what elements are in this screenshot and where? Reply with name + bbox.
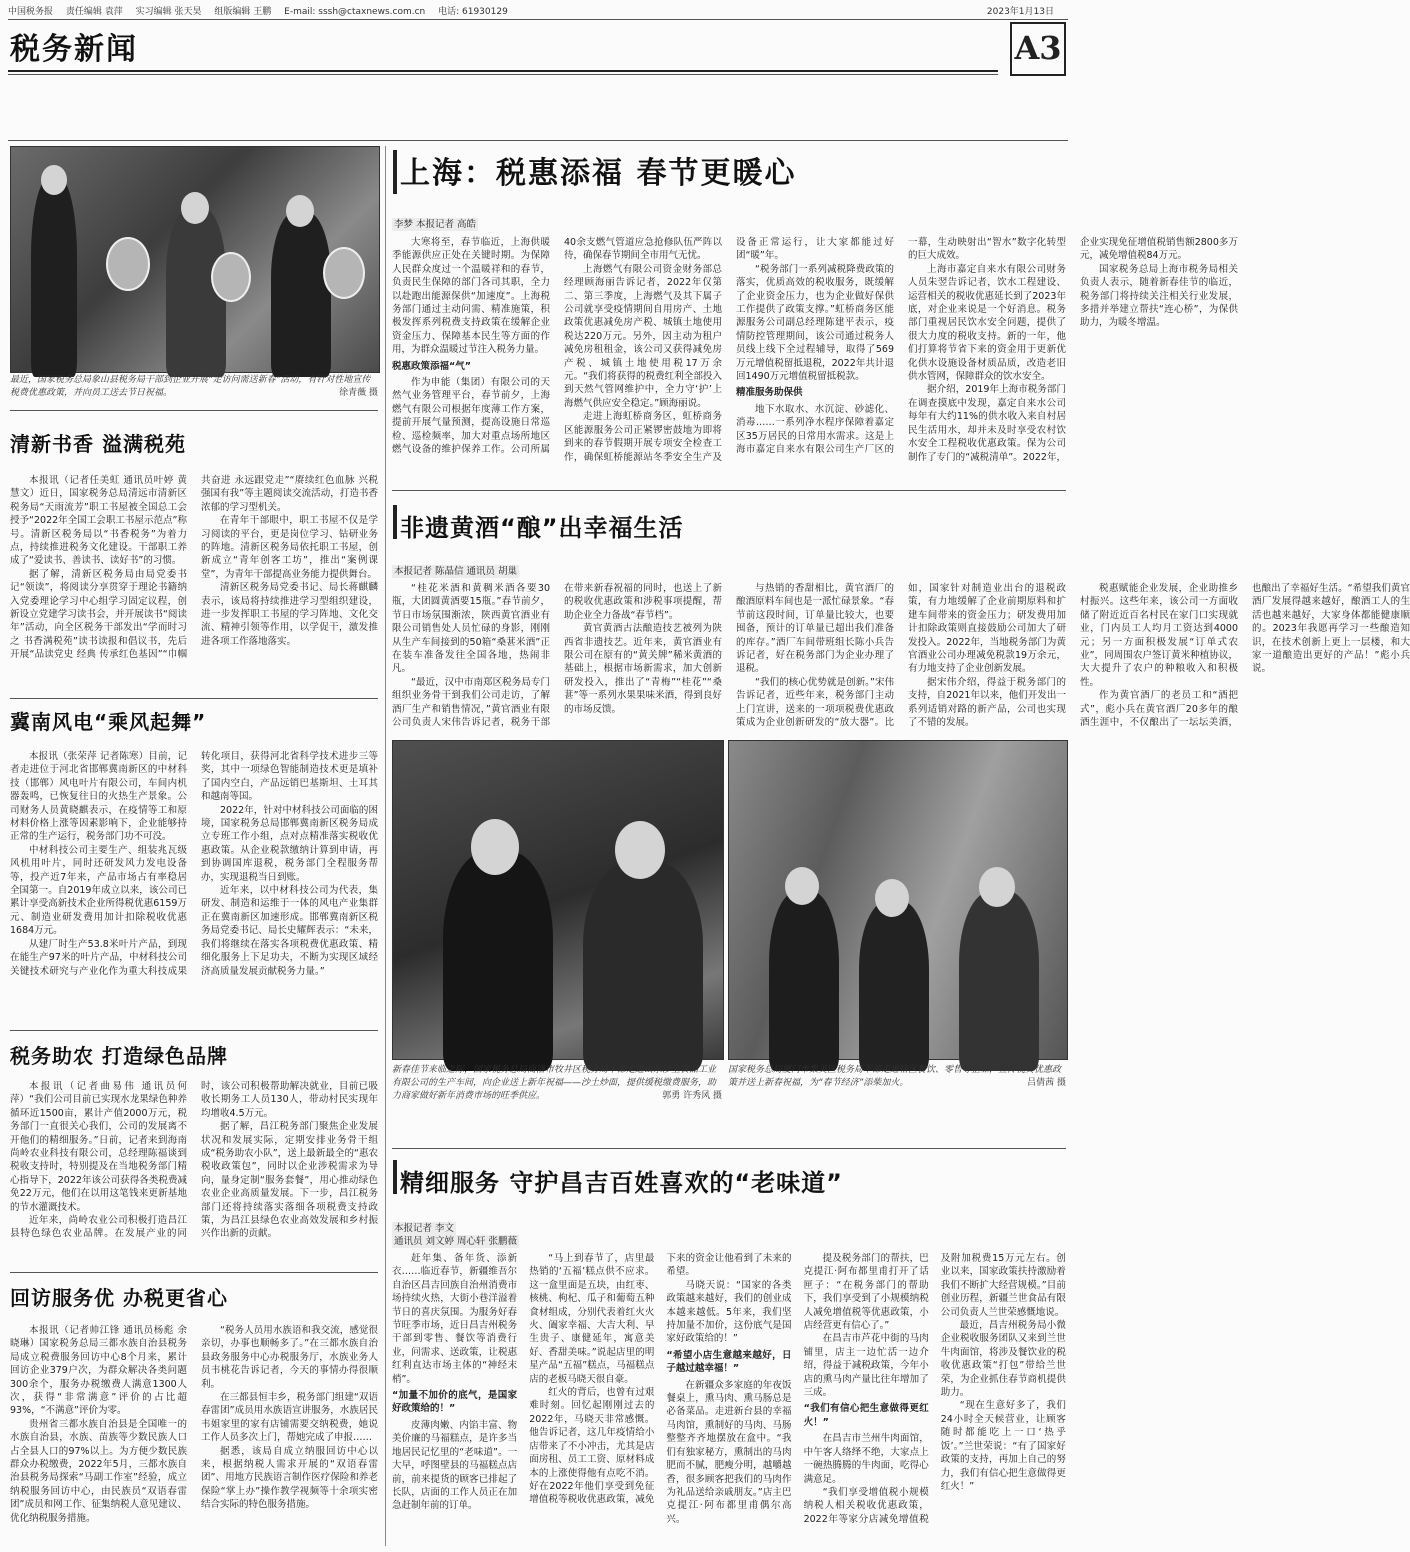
photo-figure <box>31 177 77 377</box>
photo-volunteers-lanterns <box>10 146 380 373</box>
photo-figure <box>785 867 819 905</box>
header-rule-thin <box>8 74 998 75</box>
photo-caption-mid-left <box>392 1064 722 1108</box>
divider <box>10 1030 378 1031</box>
byline-text: 本报记者 李文 <box>394 1223 455 1234</box>
caption-credit: 徐青薇 摄 <box>339 388 378 398</box>
email: E-mail: sssh@ctaxnews.com.cn <box>284 7 426 17</box>
caption-text: 新春佳节来临之际，国家税务总局商洛市牧井区税务局干部走进山东沙土食品工业有限公司的生产车间，向企业送上新年祝福——沙土炒面，提供缓税缴费服务，助力商家做好新年消费市场的旺季供应。 <box>392 1065 717 1101</box>
paragraph: 据了解，清新区税务局由局党委书记“领读”，将阅读分享贯穿于理论书籍纳入党委理论学习中心组学习固定议程，创新设立党建学习读书会，并开展读书“阅读年”活动，向全区税务干部发出“学而时习之 书香满税苑”读书读报和倡议书，先后开展“品读党史 经典 传承红色基因”“巾帼共奋进 永远跟党走”“赓续红色血脉 兴税强国有我”等主题阅读交流活动，打造书香浓郁的学习型机关。 <box>10 475 378 661</box>
photo-figure <box>443 851 553 1071</box>
headline-accent <box>393 150 397 194</box>
photo-caption-top-left <box>10 374 378 404</box>
paragraph: 据宋伟介绍，得益于税务部门的支持，自2021年以来，他们开发出一系列适销对路的新产品，公司也实现了不错的发展。 <box>908 676 1066 729</box>
byline-wine <box>392 565 592 578</box>
byline-main <box>392 218 522 231</box>
photo-figure <box>859 901 929 1071</box>
paragraph: 据悉，该局自成立纳服回访中心以来，根据纳税人需求开展的“双语春雷团”、用地方民族语言制作医疗保险和养老保险“掌上办”操作教学视频等十余项实密结合实际的特色服务措施。 <box>201 1445 378 1511</box>
paragraph: 红火的背后，也曾有过艰难时刻。回忆起刚刚过去的2022年，马晓天非常感慨。他告诉记者，这几年疫情给小店带来了不小冲击，尤其是店面房租、员工工资、原材料成本的上涨使得他有点吃不消。好在2022年他们享受到免征增值税等税收优惠政策，减免下来的资金让他看到了未来的希望。 <box>529 1253 792 1506</box>
paragraph: 贵州省三都水族自治县是全国唯一的水族自治县，水族、苗族等少数民族人口占全县人口的97%以上。为方便少数民族群众办税缴费，2022年5月，三都水族自治县税务局探索“马副工作室”经验，成立纳税服务回访中心，由民族员“双语春雷团”成员和网工作、征集纳税人意见建议、优化纳税服务措施。 <box>10 1418 187 1524</box>
paragraph: 在昌吉市芦花中街的马肉铺里，店主一边忙活一边介绍，得益于减税政策，今年小店的熏马肉产量比往年增加了三成。 <box>803 1333 929 1399</box>
paragraph: 在三都县恒丰乡，税务部门组建“双语春雷团”成员用水族语宣讲服务，水族居民韦姐家里的家有店铺需要交纳税费，她说工作人员多次上门，帮她完成了申报…… <box>201 1392 378 1444</box>
paragraph: 提及税务部门的帮扶，巴克提江·阿布都里甫打开了话匣子：“在税务部门的帮助下，我们享受到了小规模纳税人减免增值税等优惠政策，小店经营更有信心了。” <box>803 1253 929 1332</box>
headline-accent <box>393 1160 397 1194</box>
paragraph: 本报讯（张荣萍 记者陈寒）目前，记者走进位于河北省邯郸冀南新区的中材科技（邯郸）风电叶片有限公司，车间内机器轰鸣，已恢复往日的火热生产景象。公司财务人员黄晓麒表示，在疫情等工和原材料价格上涨等因素影响下，企业能够持正常的生产运行，税务部门功不可没。 <box>10 751 187 843</box>
headline-reading: 清新书香 溢满税苑 <box>10 432 186 456</box>
photo-tax-officer-food-factory <box>392 740 724 1060</box>
paragraph: 与热销的香甜相比，黄官酒厂的酿酒原料车间也是一派忙碌景象。“春节前这段时间，订单量比较大，也要囤备，预计的订单量已超出我们准备的库存。”酒厂车间带班组长陈小兵告诉记者，好在税务部门为企业办理了退税。 <box>736 583 894 675</box>
issue-date: 2023年1月13日 <box>986 7 1054 17</box>
paragraph: 作为黄官酒厂的老员工和“酒把式”，彪小兵在黄官酒厂20多年的酿酒生涯中，不仅酿出了一坛坛美酒，也酿出了幸福好生活。“希望我们黄官酒厂发展得越来越好，酿酒工人的生活也越来越好，大家身体都能健康顺的。2023年我愿再学习一些酿造知识，在技术创新上更上一层楼，和大家一道酿造出更好的产品！”彪小兵说。 <box>1080 583 1410 729</box>
headline-revisit-service: 回访服务优 办税更省心 <box>10 1286 228 1310</box>
headline-food: 精细服务 守护昌吉百姓喜欢的“老味道” <box>400 1169 843 1197</box>
caption-credit: 吕倩茜 摄 <box>1027 1078 1066 1088</box>
masthead-bar <box>8 4 1068 18</box>
divider <box>392 1148 1066 1149</box>
photo-figure <box>271 212 331 377</box>
paragraph: 在昌吉市兰州牛肉面馆，中午客人络绎不绝，大家点上一碗热腾腾的牛肉面，吃得心满意足。 <box>803 1433 929 1485</box>
layout-editor-credit: 组版编辑 王鹏 <box>214 7 272 17</box>
paragraph: 在新疆众多家庭的年夜饭餐桌上，熏马肉、熏马肠总是必备菜品。走进新台县的幸福马肉馆，熏制好的马肉、马肠整整齐齐地摆放在盒中。“我们有独家秘方，熏制出的马肉肥而不腻，肥瘦分明，越嚼越香，很多顾客把我们的马肉作为礼品送给亲戚朋友。”店主巴克提江·阿布都里甫偶尔高兴。 <box>666 1379 792 1525</box>
paragraph: 本报讯（记者曲易伟 通讯员何萍）“我们公司目前已实现水龙果绿色种养循环近1500亩，累计产值2000万元，税务部门一直很关心我们，公司的发展离不开他们的精细服务。”日前，记者来到海南尚岭农业科技有限公司，总经理陈福谈到税收支持时，特别提及在当地税务部门精心指导下，2022年该公司获得各类税费减免22万元，他们在以用这笔钱来更新基地的节水灌溉技术。 <box>10 1081 187 1213</box>
section-title: 税务新闻 <box>10 32 138 67</box>
photo-figure <box>979 867 1015 907</box>
paragraph: “现在生意好多了，我们24小时全天候营业，让顾客随时都能吃上一口‘热乎饭’。”兰世荣说：“有了国家好政策的支持，再加上自己的努力，我们有信心把生意做得更红火！” <box>940 1400 1066 1492</box>
byline-text: 本报记者 陈晶信 通讯员 胡巢 <box>394 566 518 577</box>
subhead: 精准服务助保供 <box>736 387 803 399</box>
lantern-icon <box>106 237 150 291</box>
subhead: 税惠政策添福“气” <box>392 360 471 372</box>
article-body-revisit-service <box>10 1324 378 1546</box>
paragraph: 大寒将至，春节临近，上海供暖季能源供应正处在关键时期。为保障人民群众度过一个温暖祥和的春节，负责民生保障的部门各司其职，全力以赴跑出能源保供“加速度”。上海税务部门通过主动问需、精准施策，积极发挥系列税费支持政策在缓解企业资金压力、保障基本民生等方面的作用，为群众温暖过节注入税务力量。 <box>392 237 550 356</box>
divider <box>10 698 378 699</box>
paragraph: “桂花米酒和黄稠米酒各要30瓶，大团圆黄酒要15瓶。”春节前夕，节日市场氛围渐浓，陕西黄官酒业有限公司销售处人员忙碌的身影，刚刚从生产车间接到的50箱“桑葚米酒”正在装车准备发往全国各地，热闹非凡。 <box>392 583 550 675</box>
phone: 电话: 61930129 <box>438 7 508 17</box>
page-number: A3 <box>1010 22 1066 76</box>
paragraph: 最近，昌吉州税务局小微企业税收服务团队又来到兰世牛肉面馆，将涉及餐饮业的税收优惠政策“打包”带给兰世荣，为企业抓住春节商机提供助力。 <box>940 1320 1066 1399</box>
paragraph: “马上到春节了，店里最热销的‘五福’糕点供不应求。这一盒里面是五块，由红枣、核桃、枸杞、瓜子和葡萄五种食材组成，分别代表着红火火火、阖家幸福、大吉大利、早生贵子、康健延年，寓意美好、香甜美味。”说起店里的明星产品“五福”糕点，马福糕点店的老板马晓天很自豪。 <box>529 1253 655 1385</box>
paper-name: 中国税务报 <box>8 7 54 17</box>
paragraph: 作为申能（集团）有限公司的天然气业务管理平台，春节前夕，上海燃气有限公司根据年度薄工作方案，提前开展气量预测，提高设施日常巡检、巡检频率，加大对重点场所地区燃气设备的维护保养工作。公司所属40余支燃气管道应急抢修队伍严阵以待，确保春节期间全市用气无忧。 <box>392 237 722 456</box>
paragraph: 地下水取水、水沉淀、砂滤化、消毒……一系列净水程序保障着嘉定区35万居民的日常用水需求。这是上海市嘉定自来水有限公司生产厂区的一幕，生动映射出“智水”数字化转型的巨大成效。 <box>736 237 1066 456</box>
header-rule-top <box>8 19 1068 20</box>
article-body-reading <box>10 474 378 692</box>
paragraph: 据了解，昌江税务部门聚焦企业发展状况和发展实际，定期安排业务骨干组成“税务助农小队”，送上最新最全的“惠农税收政策包”，同时以企业涉税需求为导向，量身定制“服务套餐”，用心推动绿色农业企业高质量发展。下一步，昌江税务部门还将持续落实落细各项税费支持政策，为昌江县绿色农业高效发展和乡村振兴作出新的贡献。 <box>201 1121 378 1240</box>
caption-text: 国家税务总局厦门市集美区税务局干部走进辖区餐饮、零售等企业，宣传税费优惠政策并送上新春祝福，为“春节经济”添柴加火。 <box>728 1065 1062 1088</box>
subhead: “希望小店生意越来越好，日子越过越幸福！” <box>666 1349 792 1375</box>
photo-figure <box>769 891 839 1071</box>
paragraph: 皮薄肉嫩、内馅丰富、物美价廉的马福糕点，是许多当地居民记忆里的“老味道”。一大早，呼图壁县的马福糕点店前，前来提货的顾客已排起了长队，店面的工作人员正在加急赶制年前的订单。 <box>392 1419 518 1512</box>
caption-credit: 郭勇 许秀风 摄 <box>662 1091 722 1101</box>
paragraph: 黄官黄酒古法酿造技艺被列为陕西省非遗技艺。近年来，黄官酒业有限公司在原有的“黄关牌”稀米黄酒的基础上，根据市场新需求，加大创新研发投入，推出了“青梅”“桂花”“桑葚”等一系列水果果味米酒，得到良好的市场反馈。 <box>564 623 722 715</box>
header-rule <box>8 70 998 72</box>
photo-figure <box>181 192 209 224</box>
paragraph: 据介绍，2019年上海市税务部门在调查摸底中发现，嘉定自来水公司每年有大约11%的供水收入来自村居民生活用水，却并未及时享受农村饮水安全工程税收优惠政策。保为公司制作了专门的“减税清单”。2022年，企业实现免征增值税销售额2800多万元，减免增值税84万元。 <box>908 237 1238 463</box>
editor-credit: 责任编辑 袁萍 <box>65 7 123 17</box>
divider <box>10 1272 378 1273</box>
paragraph: 在青年干部眼中，职工书屋不仅是学习阅读的平台，更是岗位学习、钻研业务的阵地。清新区税务局依托职工书屋，创新成立“青年创客工坊”，推出“案例课堂”，为青年干部提高业务能力提供舞台。 <box>201 515 378 580</box>
article-body-main <box>392 236 1238 482</box>
paragraph: “我们的核心优势就是创新。”宋伟告诉记者，近些年来，税务部门主动上门宣讲，送来的一项项税费优惠政策成为企业创新研发的“放大器”。比如，国家针对制造业出台的退税政策，有力地缓解了企业前期原料和扩建车间带来的资金压力；研发费用加计扣除政策则直接鼓励公司加大了研发投入。2022年，当地税务部门为黄官酒业公司办理减免税款19万余元，有力地支持了企业创新发展。 <box>736 583 1066 729</box>
article-body-food <box>392 1252 1066 1546</box>
headline-wine: 非遗黄酒“酿”出幸福生活 <box>400 514 684 542</box>
subhead: “我们有信心把生意做得更红火！” <box>803 1403 929 1428</box>
paragraph: 中材科技公司主要生产、组装兆瓦级风机用叶片，同时还研发风力发电设备等，投产近7年来，产品市场占有率稳居全国第一。自2019年成立以来，该公司已累计享受高新技术企业所得税优惠6159万元、制造业研发费用加计扣除税收优惠1684万元。 <box>10 844 187 937</box>
content-top-rule <box>8 140 1068 141</box>
paragraph: 税惠赋能企业发展，企业助推乡村振兴。这些年来，该公司一方面收储了附近近百名村民在家门口实现就业，门内员工人均月工资达到4000元；另一方面积极发展“订单式农业”，同周围农户签订黄米种植协议，大大提升了农户的种粮收入和积极性。 <box>1080 583 1238 688</box>
paragraph: 本报讯（记者任美虹 通讯员叶婷 黄慧文）近日，国家税务总局清远市清新区税务局“天雨流芳”职工书屋被全国总工会授予“2022年全国工会职工书屋示范点”称号。清新区税务局以“书香税务”为着力点，持续推进税务文化建设。干部职工养成了“爱读书、善读书、读好书”的习惯。 <box>10 475 187 567</box>
headline-main: 上海：税惠添福 春节更暖心 <box>400 156 797 191</box>
paragraph: 马晓天说：“国家的各类政策越来越好，我们的创业成本越来越低。5年来，我们坚持加量不加价，这份底气是国家好政策给的！” <box>666 1279 792 1345</box>
paragraph: “税务人员用水族语和我交流，感觉很亲切，办事也顺畅多了。”在三都水族自治县政务服务中心办税服务厅，水族业务人员韦桃花告诉记者，今天的事情办得很顺利。 <box>201 1325 378 1390</box>
divider <box>392 490 1066 491</box>
headline-accent <box>393 505 397 539</box>
byline-food <box>392 1222 552 1248</box>
byline-text: 李梦 本报记者 高皓 <box>394 219 477 230</box>
column-separator <box>385 146 386 1546</box>
photo-caption-mid-right <box>728 1064 1066 1108</box>
photo-figure <box>959 891 1039 1071</box>
paragraph: 2022年，针对中材科技公司面临的困境，国家税务总局邯郸冀南新区税务局成立专班工作小组，点对点精准落实税收优惠政策。从企业税款缴纳计算到申请，再到协调国库退税，税务部门全程服务帮办，实现退税当日到账。 <box>201 804 378 883</box>
paragraph: 上海市嘉定自来水有限公司财务人员朱翌告诉记者，饮水工程建设、运营相关的税收优惠延长到了2023年底，对企业来说是一个好消息。税务部门重视居民饮水安全问题，提供了很大力度的税收支持。新的一年，他们打算将节省下来的资金用于更新优化供水设施设备材质品质，改造老旧供水管网，保障群众的饮水安全。 <box>908 263 1066 383</box>
paragraph: 近年来，尚岭农业公司积极打造昌江县特色绿色农业品牌。在发展产业的同时，该公司积极帮助解决就业，目前已吸收长期务工人员130人，带动村民实现年均增收4.5万元。 <box>10 1081 378 1240</box>
photo-figure <box>615 821 665 879</box>
photo-figure <box>583 861 703 1071</box>
lantern-icon <box>323 247 365 299</box>
paragraph: “最近，汉中市南郑区税务局专门组织业务骨干到我们公司走访，了解酒厂生产和销售情况，”黄官酒业有限公司负责人宋伟告诉记者，税务干部在带来新春祝福的同时，也送上了新的税收优惠政策和涉税事项提醒，帮助企业全力备战“春节档”。 <box>392 583 722 729</box>
photo-figure <box>875 879 909 917</box>
paragraph: 本报讯（记者帅江锋 通讯员杨彪 余晓琳）国家税务总局三都水族自治县税务局成立税费服务回访中心8个月来，累计回访企业379户次，为群众解决各类问题300余个，服务办税缴费人满意1300人次，获得“非常满意”评价的占比超93%，“不满意”评价为零。 <box>10 1325 187 1417</box>
divider <box>10 410 378 411</box>
caption-text: 最近，国家税务总局象山县税务局干部到企业开展“走访问需送新春”活动，有针对性地宣传税费优惠政策，并向员工送去节日祝福。 <box>10 375 371 398</box>
photo-figure <box>286 195 314 227</box>
photo-figure <box>471 819 519 875</box>
paragraph: “税务部门一系列减税降费政策的落实，优质高效的税收服务，既缓解了企业资金压力，也为企业做好保供工作提供了政策支撑。”虹桥商务区能源服务公司副总经理陈建平表示，疫情防控管理期间，该公司通过税务人员线上线下全过程辅导，取得了569万元增值税留抵退税，2022年共计退回1490万元增值税留抵税款。 <box>736 263 894 383</box>
paragraph: 走进上海虹桥商务区，虹桥商务区能源服务公司正紧锣密鼓地为即将到来的春节假期开展专项安全检查工作，确保虹桥能源站冬季安全生产及设备正常运行，让大家都能过好团“暖”年。 <box>564 237 894 463</box>
paragraph: “我们享受增值税小规模纳税人相关税收优惠政策，2022年等家分店减免增值税及附加税费15万元左右。创业以来，国家政策扶持激励着我们不断扩大经营规模。”目前创业历程，新疆兰世食品有限公司负责人兰世荣感慨地说。 <box>803 1253 1066 1525</box>
intern-editor-credit: 实习编辑 张天昊 <box>135 7 202 17</box>
article-body-wine <box>392 582 1410 732</box>
paragraph: 国家税务总局上海市税务局相关负责人表示，随着新春佳节的临近，税务部门将持续关注相关行业发展，多措并举建立帮扶“连心桥”，为保供助力，为暖冬增温。 <box>1080 263 1238 329</box>
paragraph: 近年来，以中材科技公司为代表，集研发、制造和运维于一体的风电产业集群正在冀南新区加速形成。邯郸冀南新区税务局党委书记、局长史耀辉表示：“未来，我们将继续在落实各项税费优惠政策、精细化服务上下足功夫，不断为实现区域经济高质量发展贡献税务力量。” <box>201 885 378 977</box>
photo-tax-officers-retail-store <box>728 740 1068 1060</box>
article-body-wind-power <box>10 750 378 1022</box>
paragraph: 从建厂时生产53.8米叶片产品，到现在能生产97米的叶片产品，中材科技公司关键技术研究与产业化作为重大科技成果转化项目，获得河北省科学技术进步三等奖，其中一项绿色智能制造技术更是填补了国内空白，产品远销巴基斯坦、土耳其和越南等国。 <box>10 751 378 977</box>
lantern-icon <box>211 252 251 302</box>
article-body-agriculture <box>10 1080 378 1266</box>
paragraph: 上海燃气有限公司资金财务部总经理顾海丽告诉记者，2022年仅第二、第三季度，上海燃气及其下属子公司就享受疫情期间自用房产、土地政策优惠减免房产税、城镇土地使用税达220万元。另外，因主动为租户减免房租租金，该公司又获得减免房产税、城镇土地使用税17万余元。“我们将获得的税费红利全部投入到天然气管网维护中，全力守‘护’上海燃气供应安全稳定。”顾海丽说。 <box>564 263 722 409</box>
headline-agriculture: 税务助农 打造绿色品牌 <box>10 1044 228 1068</box>
paragraph: 清新区税务局党委书记、局长蒋麒麟表示，该局将持续推进学习型组织建设，进一步发挥职工书屋的学习阵地、文化交流、精神引领等作用，以学促干，激发推进各项工作落地落实。 <box>201 582 378 647</box>
byline-text-2: 通讯员 刘文婷 周心轩 张鹏薇 <box>394 1236 518 1247</box>
paragraph: 赶年集、备年货、添新衣……临近春节，新疆维吾尔自治区昌吉回族自治州消费市场持续火热，大街小巷洋溢着节日的喜庆氛围。为服务好春节旺季市场，近日昌吉州税务干部到零售、餐饮等消费行业，问需求、送政策，让税惠红利直达市场主体的“神经末梢”。 <box>392 1253 518 1385</box>
headline-wind-power: 冀南风电“乘风起舞” <box>10 710 207 734</box>
subhead: “加量不加价的底气，是国家好政策给的！” <box>392 1390 518 1415</box>
photo-figure <box>41 165 67 195</box>
